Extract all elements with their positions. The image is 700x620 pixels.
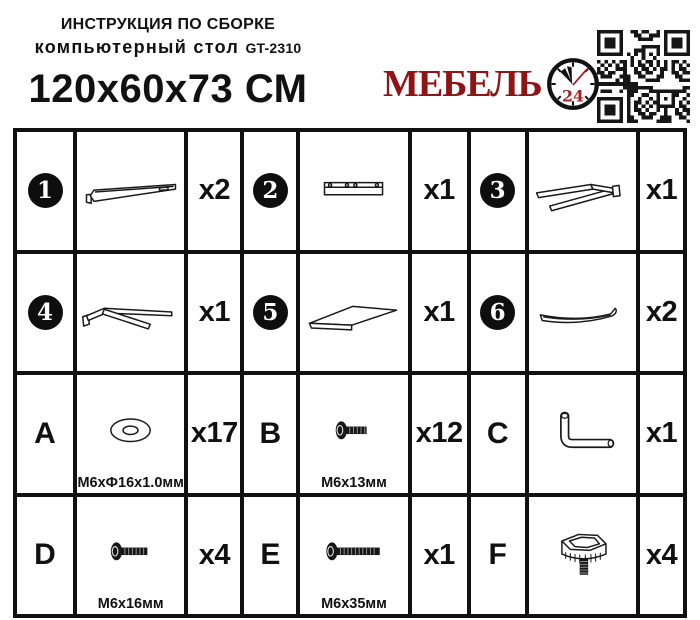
clock-24-label: 24 [561, 86, 584, 106]
part-d-letter: D [34, 538, 56, 572]
part-d-image-cell [77, 497, 184, 615]
part-c-image-cell [529, 375, 636, 493]
part-1-qty-cell [188, 132, 240, 250]
part-6-qty-cell [640, 254, 683, 372]
brand-logo [383, 56, 601, 112]
part-c-number-cell [471, 375, 525, 493]
part-c-letter: C [486, 416, 509, 450]
part-3-number-cell [471, 132, 525, 250]
part-2-qty: x1 [423, 174, 455, 207]
part-b-letter: B [259, 416, 282, 450]
clock-24-icon [545, 56, 601, 112]
part-a-qty: x17 [190, 417, 238, 450]
part-a-qty-cell [188, 375, 240, 493]
part-f-letter: F [488, 538, 507, 572]
part-3-qty: x1 [645, 174, 678, 207]
foot-rail-icon [531, 258, 634, 366]
part-b-number-cell [244, 375, 296, 493]
part-6-number-cell [471, 254, 525, 372]
part-a-image-cell [77, 375, 184, 493]
part-6-badge: 6 [480, 295, 515, 330]
part-f-qty-cell [640, 497, 683, 615]
part-1-number-cell [17, 132, 73, 250]
part-d-qty-cell [188, 497, 240, 615]
part-c-qty-cell [640, 375, 683, 493]
part-e-qty-cell [412, 497, 467, 615]
part-6-qty: x2 [645, 295, 678, 328]
part-4-qty-cell [188, 254, 240, 372]
desk-top-panel-icon [302, 258, 405, 366]
part-b-qty: x12 [415, 417, 463, 450]
part-b-qty-cell [412, 375, 467, 493]
part-5-image-cell [300, 254, 407, 372]
allen-key-icon [531, 380, 634, 488]
part-6-image-cell [529, 254, 636, 372]
part-d-qty: x4 [198, 538, 230, 571]
part-d-number-cell [17, 497, 73, 615]
part-e-dimension: М6х35мм [321, 596, 387, 612]
part-a-number-cell [17, 375, 73, 493]
part-e-letter: E [260, 538, 281, 572]
part-5-qty-cell [412, 254, 467, 372]
part-2-badge: 2 [253, 173, 288, 208]
part-1-image-cell [77, 132, 184, 250]
part-1-badge: 1 [28, 173, 63, 208]
mounting-bracket-icon [302, 137, 405, 245]
part-4-number-cell [17, 254, 73, 372]
part-f-number-cell [471, 497, 525, 615]
bolt-short-icon [302, 380, 405, 488]
part-3-qty-cell [640, 132, 683, 250]
part-4-qty: x1 [198, 295, 230, 328]
part-b-dimension: М6х13мм [321, 474, 387, 491]
part-5-qty: x1 [423, 295, 455, 328]
part-2-image-cell [300, 132, 407, 250]
washer-icon [79, 380, 182, 488]
part-e-number-cell [244, 497, 296, 615]
qr-code [597, 30, 690, 123]
part-a-letter: A [34, 416, 56, 450]
part-e-qty: x1 [423, 538, 455, 571]
header-block [8, 15, 328, 115]
product-name: компьютерный стол GT-2310 [34, 36, 302, 57]
part-4-image-cell [77, 254, 184, 372]
part-c-qty: x1 [645, 417, 678, 450]
product-dimensions: 120x60x73 СМ [28, 67, 308, 112]
bolt-long-icon [302, 501, 405, 609]
part-a-dimension: М6хФ16х1.0мм [77, 474, 184, 491]
thumb-knob-icon [531, 501, 634, 609]
part-5-number-cell [244, 254, 296, 372]
part-1-qty: x2 [198, 174, 230, 207]
leg-frame-right-icon [531, 137, 634, 245]
part-f-image-cell [529, 497, 636, 615]
model-number: GT-2310 [245, 39, 302, 56]
part-f-qty: x4 [645, 538, 678, 571]
leg-frame-left-icon [79, 258, 182, 366]
part-5-badge: 5 [253, 295, 288, 330]
part-b-image-cell [300, 375, 407, 493]
brand-name: МЕБЕЛЬ [383, 63, 542, 105]
part-2-qty-cell [412, 132, 467, 250]
part-d-dimension: М6х16мм [97, 596, 164, 612]
bolt-medium-icon [79, 501, 182, 609]
part-2-number-cell [244, 132, 296, 250]
parts-table [13, 128, 687, 618]
part-3-badge: 3 [480, 173, 515, 208]
part-3-image-cell [529, 132, 636, 250]
part-e-image-cell [300, 497, 407, 615]
page-title: ИНСТРУКЦИЯ ПО СБОРКЕ [60, 16, 276, 33]
crossbar-beam-icon [79, 137, 182, 245]
part-4-badge: 4 [28, 295, 63, 330]
